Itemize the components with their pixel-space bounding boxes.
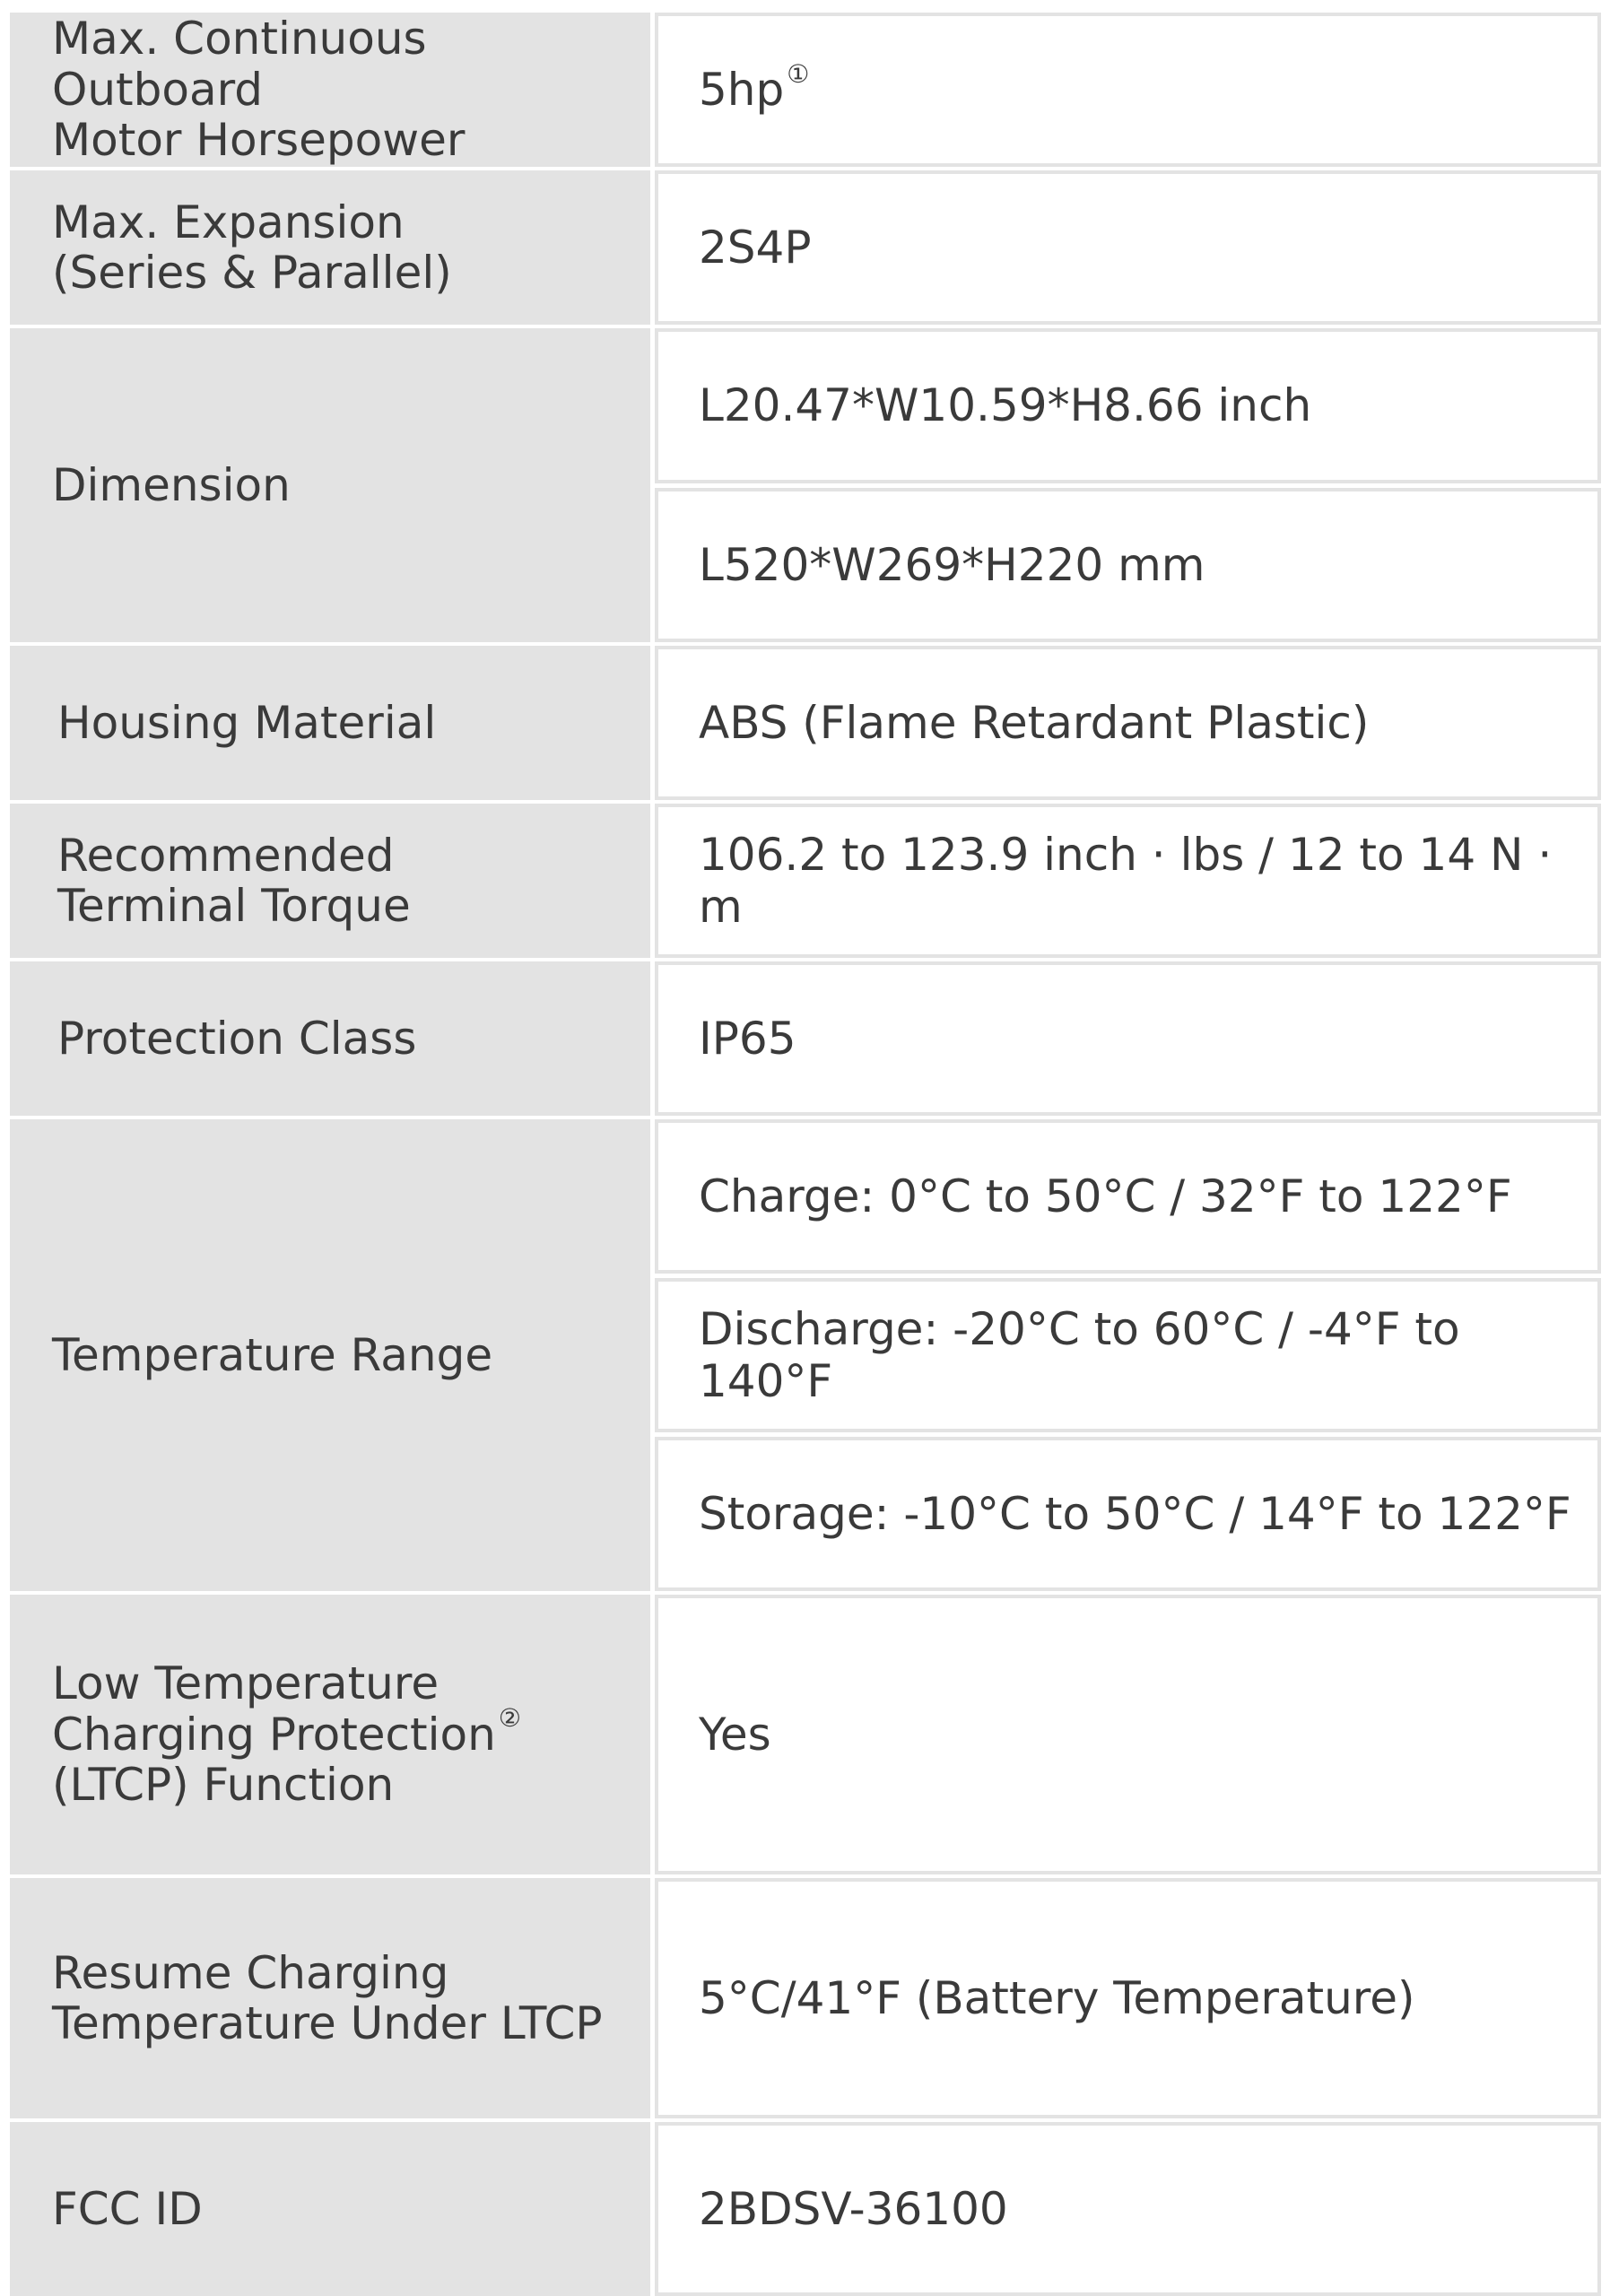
spec-table <box>10 13 1601 2296</box>
spec-label <box>10 13 650 167</box>
row-max-continuous-outboard-motor-horsepower <box>10 13 1601 167</box>
spec-values <box>655 13 1601 167</box>
row-max-expansion <box>10 170 1601 325</box>
spec-value <box>655 1278 1601 1432</box>
spec-value <box>655 646 1601 800</box>
spec-value-text: Storage: -10°C to 50°C / 14°F to 122°F <box>699 1488 1571 1540</box>
row-housing-material <box>10 646 1601 800</box>
spec-value-text: 5°C/41°F (Battery Temperature) <box>699 1972 1415 2024</box>
spec-label-text: Dimension <box>52 458 291 511</box>
spec-value-text: 5hp <box>699 64 785 116</box>
row-low-temperature-charging-protection <box>10 1595 1601 1874</box>
spec-value <box>655 1595 1601 1874</box>
spec-value <box>655 961 1601 1116</box>
spec-label-text: FCC ID <box>52 2182 203 2235</box>
spec-value <box>655 1878 1601 2118</box>
row-recommended-terminal-torque <box>10 804 1601 958</box>
spec-value <box>655 1119 1601 1274</box>
spec-value-text: L20.47*W10.59*H8.66 inch <box>699 379 1312 432</box>
spec-values <box>655 961 1601 1116</box>
spec-label <box>10 804 650 958</box>
spec-value-text: 106.2 to 123.9 inch · lbs / 12 to 14 N · m <box>699 829 1553 933</box>
spec-value-text: 2S4P <box>699 222 812 274</box>
spec-values <box>655 804 1601 958</box>
spec-value-text: IP65 <box>699 1013 796 1065</box>
row-temperature-range <box>10 1119 1601 1591</box>
spec-label <box>10 1119 650 1591</box>
footnote-marker: ② <box>498 1703 521 1734</box>
row-fcc-id <box>10 2122 1601 2296</box>
spec-value <box>655 1437 1601 1591</box>
spec-value <box>655 804 1601 958</box>
row-protection-class <box>10 961 1601 1116</box>
spec-label <box>10 170 650 325</box>
spec-label-text: Protection Class <box>57 1012 417 1065</box>
spec-value <box>655 328 1601 483</box>
spec-value-text: L520*W269*H220 mm <box>699 538 1205 591</box>
spec-label-text: Low Temperature Charging Protection (LTCP) Function <box>52 1657 496 1812</box>
spec-values <box>655 2122 1601 2296</box>
spec-label <box>10 1878 650 2118</box>
spec-values <box>655 1878 1601 2118</box>
footnote-marker: ① <box>787 58 810 89</box>
spec-value <box>655 170 1601 325</box>
spec-label <box>10 328 650 642</box>
spec-value-text: Charge: 0°C to 50°C / 32°F to 122°F <box>699 1170 1512 1222</box>
spec-label <box>10 2122 650 2296</box>
spec-label-text: Recommended Terminal Torque <box>57 829 411 932</box>
spec-value <box>655 488 1601 643</box>
row-resume-charging-temperature <box>10 1878 1601 2118</box>
spec-values <box>655 328 1601 642</box>
spec-label <box>10 646 650 800</box>
spec-label-text: Max. Expansion (Series & Parallel) <box>52 196 452 299</box>
spec-label-text: Resume Charging Temperature Under LTCP <box>52 1946 603 2049</box>
spec-value-text: Discharge: -20°C to 60°C / -4°F to 140°F <box>699 1303 1460 1407</box>
spec-label-text: Housing Material <box>57 696 437 749</box>
spec-label <box>10 961 650 1116</box>
spec-values <box>655 1119 1601 1591</box>
spec-values <box>655 170 1601 325</box>
spec-label-text: Temperature Range <box>52 1328 493 1381</box>
spec-value <box>655 13 1601 167</box>
row-dimension <box>10 328 1601 642</box>
spec-label-text: Max. Continuous Outboard Motor Horsepower <box>52 13 466 167</box>
spec-label <box>10 1595 650 1874</box>
spec-value-text: ABS (Flame Retardant Plastic) <box>699 697 1370 749</box>
spec-value <box>655 2122 1601 2296</box>
spec-value-text: Yes <box>699 1709 771 1761</box>
spec-value-text: 2BDSV-36100 <box>699 2183 1008 2235</box>
spec-values <box>655 1595 1601 1874</box>
spec-values <box>655 646 1601 800</box>
